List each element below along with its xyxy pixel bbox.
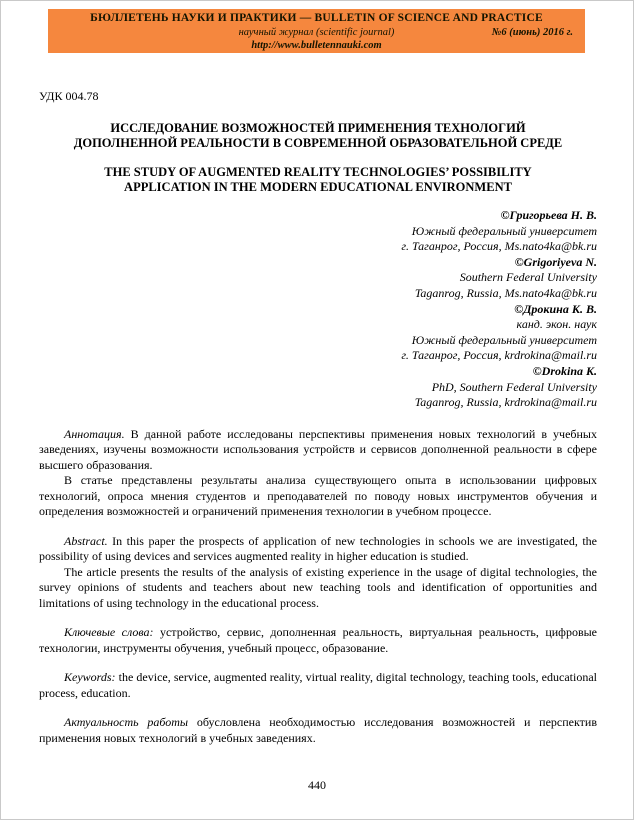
- keywords-label-ru: Ключевые слова:: [64, 625, 154, 640]
- article-content: [39, 53, 597, 746]
- annotation-label-ru: Аннотация.: [64, 426, 125, 441]
- author-name: ©Grigoriyeva N.: [514, 254, 597, 269]
- author-contact: Taganrog, Russia, krdrokina@mail.ru: [414, 395, 597, 410]
- keywords-paragraph-en: [39, 670, 597, 701]
- author-block: [39, 208, 597, 411]
- abstract-text-en-2: The article presents the results of the analysis of existing experience in the usage of digital technologies, the survey opinions of students and teachers about new teaching tools and identification of opportunities and limitations of using technology in the educational process.: [39, 564, 597, 610]
- author-contact: г. Таганрог, Россия, Ms.nato4ka@bk.ru: [401, 239, 597, 254]
- article-title-en-line1: THE STUDY OF AUGMENTED REALITY TECHNOLOGIES’ POSSIBILITY: [104, 165, 532, 179]
- author-affiliation: Southern Federal University: [459, 270, 597, 285]
- article-title-ru-line1: ИССЛЕДОВАНИЕ ВОЗМОЖНОСТЕЙ ПРИМЕНЕНИЯ ТЕХНОЛОГИЙ: [110, 121, 526, 135]
- relevance-text: обусловлена необходимостью исследования возможностей и перспектив применения новых технологий в учебных заведениях.: [39, 715, 597, 745]
- article-body: [39, 427, 597, 747]
- annotation-text-ru: В данной работе исследованы перспективы применения новых технологий в учебных заведениях, изучены возможности использования устройств и сервисов дополненной реальности в сфере высшего образования.: [39, 426, 597, 472]
- journal-header-banner: [48, 9, 585, 53]
- abstract-paragraph-en-2: [39, 565, 597, 612]
- journal-subtitle-row: [48, 26, 585, 39]
- keywords-text-ru: устройство, сервис, дополненная реальность, виртуальная реальность, цифровые технологии, инструменты обучения, учебный процесс, образование.: [39, 625, 598, 655]
- author-name: ©Дрокина К. В.: [514, 301, 597, 316]
- author-affiliation: Южный федеральный университет: [411, 332, 597, 347]
- article-title-en: [39, 165, 597, 195]
- abstract-label-en: Abstract.: [64, 533, 108, 548]
- journal-subtitle: научный журнал (scientific journal): [238, 26, 395, 38]
- abstract-text-en: In this paper the prospects of application of new technologies in schools we are investigated, the possibility of using devices and services augmented reality in higher education is studied.: [39, 533, 597, 564]
- annotation-text-ru-2: В статье представлены результаты анализа существующего опыта в использовании цифровых технологий, опроса мнения студентов и преподавателей по поводу новых инструментов обучения и определения возможностей и ограничений применения технологии в учебном процессе.: [39, 473, 597, 519]
- udc-code: УДК 004.78: [39, 89, 99, 103]
- keywords-label-en: Keywords:: [64, 670, 116, 685]
- author-affiliation: PhD, Southern Federal University: [431, 379, 597, 394]
- keywords-paragraph-ru: [39, 625, 597, 656]
- author-contact: Taganrog, Russia, Ms.nato4ka@bk.ru: [414, 285, 597, 300]
- author-affiliation: Южный федеральный университет: [411, 223, 597, 238]
- abstract-paragraph-en: [39, 534, 597, 565]
- author-name: ©Григорьева Н. В.: [500, 208, 597, 222]
- author-degree: канд. экон. наук: [516, 317, 597, 332]
- author-name: ©Drokina K.: [532, 363, 597, 378]
- article-title-en-line2: APPLICATION IN THE MODERN EDUCATIONAL ENVIRONMENT: [124, 180, 512, 194]
- journal-issue: №6 (июнь) 2016 г.: [491, 26, 573, 38]
- article-title-ru-line2: ДОПОЛНЕННОЙ РЕАЛЬНОСТИ В СОВРЕМЕННОЙ ОБРАЗОВАТЕЛЬНОЙ СРЕДЕ: [73, 136, 563, 150]
- journal-url-link[interactable]: http://www.bulletennauki.com: [251, 39, 382, 51]
- keywords-text-en: the device, service, augmented reality, virtual reality, digital technology, teaching tools, educational process, education.: [39, 670, 597, 700]
- annotation-paragraph-ru: [39, 427, 597, 474]
- page-number: 440: [308, 778, 326, 792]
- author-contact: г. Таганрог, Россия, krdrokina@mail.ru: [401, 348, 597, 363]
- annotation-paragraph-ru-2: [39, 473, 597, 520]
- journal-title: БЮЛЛЕТЕНЬ НАУКИ И ПРАКТИКИ — BULLETIN OF SCIENCE AND PRACTICE: [90, 12, 543, 24]
- relevance-paragraph: [39, 715, 597, 746]
- relevance-label: Актуальность работы: [64, 715, 189, 730]
- article-title-ru: [39, 121, 597, 151]
